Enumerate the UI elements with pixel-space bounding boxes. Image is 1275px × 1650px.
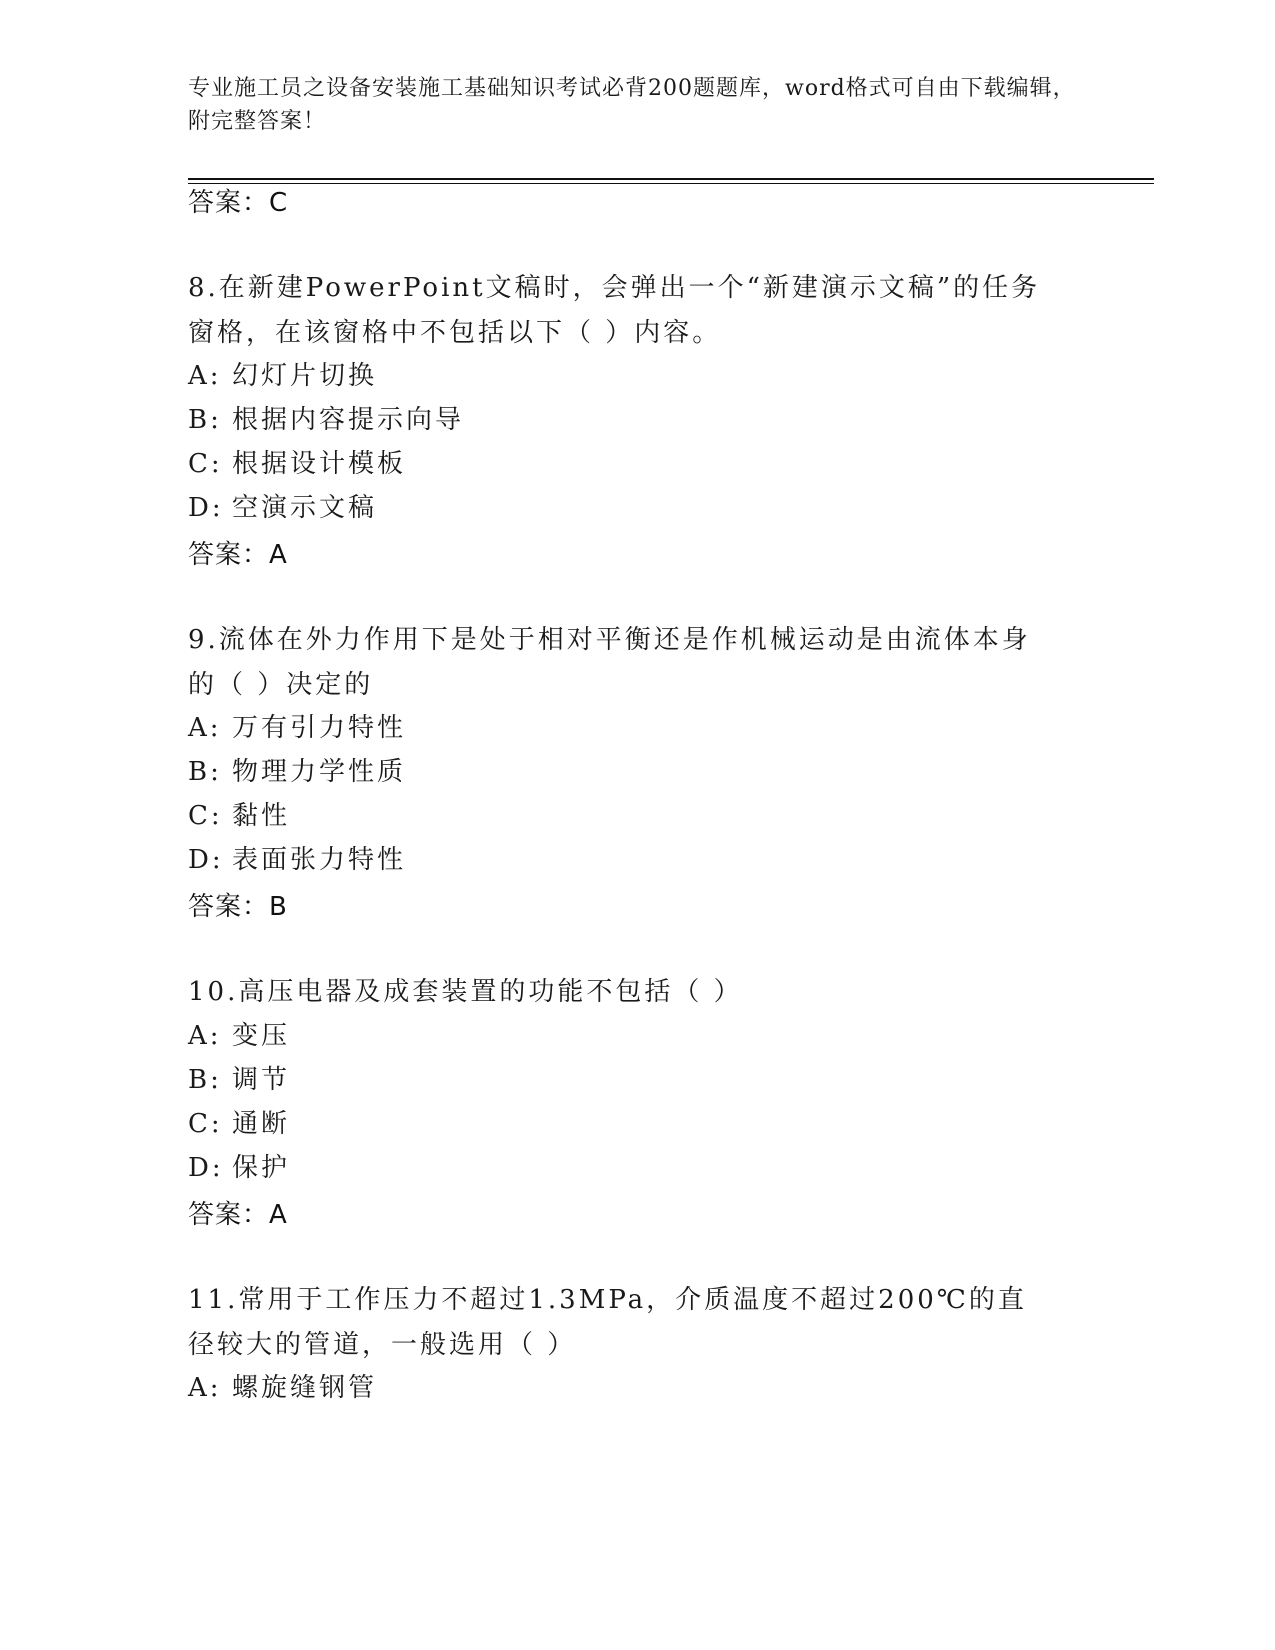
option-9-b — [188, 750, 1088, 795]
option-letter: C: — [188, 1109, 223, 1139]
option-letter: C: — [188, 801, 223, 831]
option-text: 根据设计模板 — [232, 449, 407, 479]
option-8-c — [188, 442, 1088, 487]
header-divider-thin — [188, 183, 1154, 184]
option-9-c — [188, 794, 1088, 839]
option-text: 通断 — [232, 1109, 291, 1139]
option-letter: B: — [188, 1065, 222, 1095]
question-9: 9.流体在外力作用下是处于相对平衡还是作机械运动是由流体本身的（ ）决定的 — [188, 625, 1031, 700]
option-letter: C: — [188, 449, 223, 479]
option-11-a — [188, 1366, 1088, 1411]
option-letter: A: — [188, 713, 222, 743]
option-9-d — [188, 838, 1088, 883]
option-text: 调节 — [232, 1065, 291, 1095]
answer-q7: 答案：C — [188, 188, 289, 218]
option-10-d — [188, 1146, 1088, 1191]
option-8-b — [188, 398, 1088, 443]
option-text: 保护 — [232, 1153, 291, 1183]
answer-q10: 答案：A — [188, 1200, 288, 1230]
option-text: 表面张力特性 — [232, 845, 407, 875]
option-text: 万有引力特性 — [232, 713, 407, 743]
option-letter: D: — [188, 845, 224, 875]
option-letter: B: — [188, 757, 222, 787]
option-text: 物理力学性质 — [232, 757, 407, 787]
option-letter: A: — [188, 1021, 222, 1051]
question-8: 8.在新建PowerPoint文稿时，会弹出一个“新建演示文稿”的任务窗格，在该窗格中不包括以下（ ）内容。 — [188, 273, 1041, 348]
answer-q9: 答案：B — [188, 892, 288, 922]
option-text: 空演示文稿 — [232, 493, 378, 523]
page-header: 专业施工员之设备安装施工基础知识考试必背200题题库，word格式可自由下载编辑，附完整答案！ — [188, 76, 1076, 134]
option-letter: D: — [188, 1153, 224, 1183]
option-text: 变压 — [232, 1021, 291, 1051]
question-11: 11.常用于工作压力不超过1.3MPa，介质温度不超过200℃的直径较大的管道，一般选用（ ） — [188, 1285, 1027, 1360]
option-text: 根据内容提示向导 — [232, 405, 465, 435]
option-letter: A: — [188, 1373, 222, 1403]
answer-q8: 答案：A — [188, 540, 288, 570]
option-10-a — [188, 1014, 1088, 1059]
option-letter: D: — [188, 493, 224, 523]
option-letter: B: — [188, 405, 222, 435]
option-letter: A: — [188, 361, 222, 391]
option-text: 螺旋缝钢管 — [232, 1373, 378, 1403]
header-divider — [188, 178, 1154, 180]
option-10-c — [188, 1102, 1088, 1147]
option-text: 幻灯片切换 — [232, 361, 378, 391]
option-10-b — [188, 1058, 1088, 1103]
question-10: 10.高压电器及成套装置的功能不包括（ ） — [188, 977, 743, 1007]
option-8-a — [188, 354, 1088, 399]
option-9-a — [188, 706, 1088, 751]
option-8-d — [188, 486, 1088, 531]
option-text: 黏性 — [232, 801, 291, 831]
